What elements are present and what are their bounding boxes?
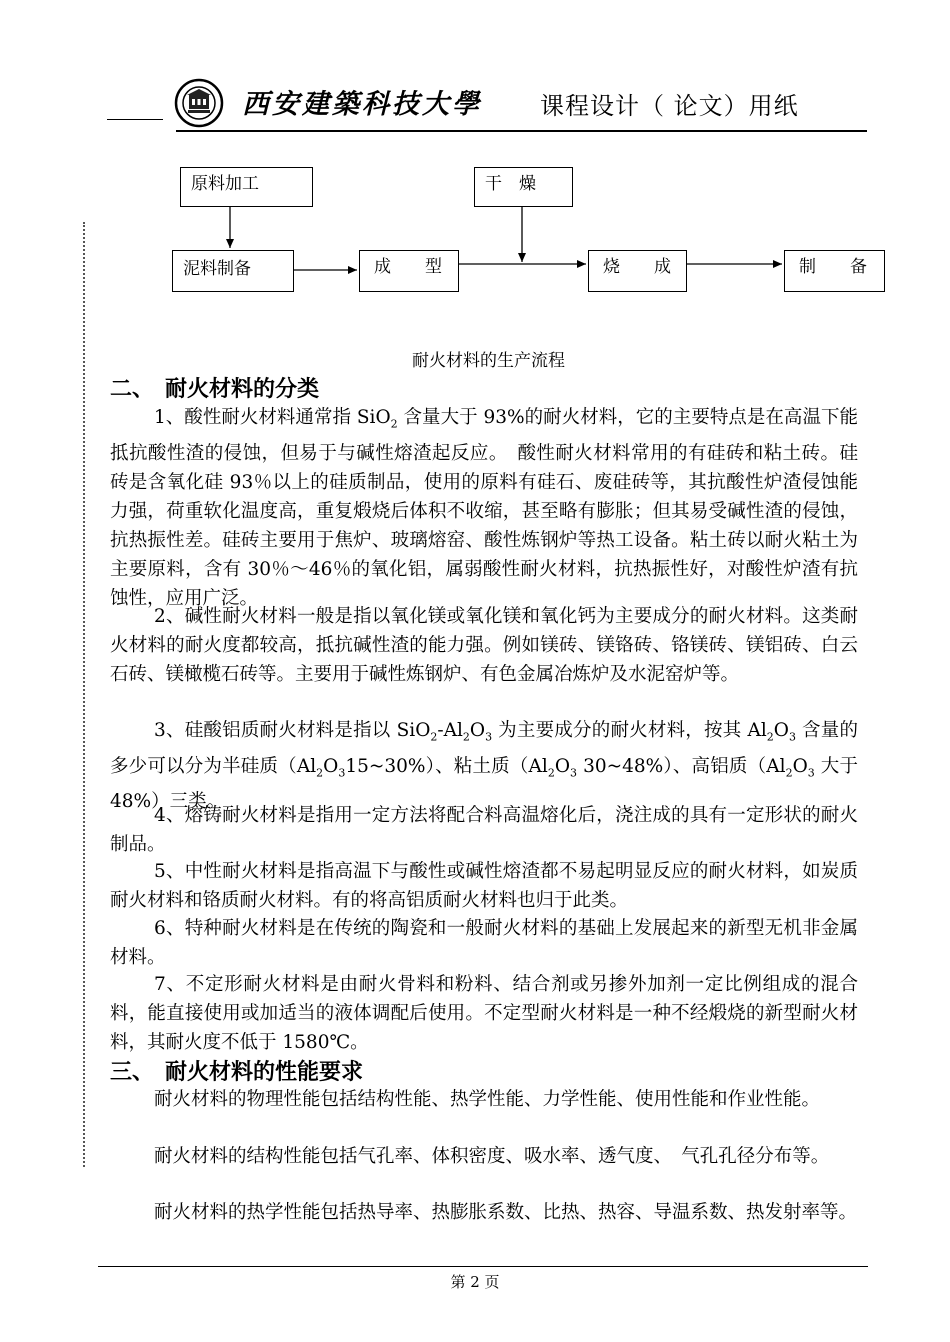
flow-box-forming: 成 型 — [359, 250, 459, 292]
flow-box-drying: 干 燥 — [474, 167, 573, 207]
paragraph-acidic: 1、酸性耐火材料通常指 SiO$_2$ 含量大于 93%的耐火材料，它的主要特点是在高温下能抵抗酸性渣的侵蚀，但易于与碱性熔渣起反应。 酸性耐火材料常用的有硅砖和粘土砖。硅砖是含氧化硅 93％以上的硅质制品，使用的原料有硅石、废硅砖等，其抗酸性炉渣侵蚀能力强，荷重软化温度高，重复煅烧后体积不收缩，甚至略有膨胀；但其易受碱性渣的侵蚀，抗热振性差。硅砖主要用于焦炉、玻璃熔窑、酸性炼钢炉等热工设备。粘土砖以耐火粘土为主要原料，含有 30％～46％的氧化铝，属弱酸性耐火材料，抗热振性好，对酸性炉渣有抗蚀性，应用广泛。 — [110, 407, 858, 609]
page-number: 第 2 页 — [450, 1273, 500, 1291]
paragraph-structural-properties: 耐火材料的结构性能包括气孔率、体积密度、吸水率、透气度、 气孔孔径分布等。 — [154, 1146, 830, 1167]
university-name: 西安建築科技大學 — [242, 89, 482, 120]
flow-box-raw-processing: 原料加工 — [180, 167, 313, 207]
flowchart-caption: 耐火材料的生产流程 — [412, 351, 565, 371]
flow-box-mud-preparation: 泥料制备 — [172, 250, 294, 292]
section-heading-classification: 二、 耐火材料的分类 — [110, 377, 320, 402]
paper-type-title: 课程设计（ 论文）用纸 — [540, 92, 799, 120]
paragraph-basic: 2、碱性耐火材料一般是指以氧化镁或氧化镁和氧化钙为主要成分的耐火材料。这类耐火材料的耐火度都较高，抵抗碱性渣的能力强。例如镁砖、镁铬砖、铬镁砖、镁铝砖、白云石砖、镁橄榄石砖等。主要用于碱性炼钢炉、有色金属冶炼炉及水泥窑炉等。 — [110, 606, 858, 685]
paragraph-fused-cast: 4、熔铸耐火材料是指用一定方法将配合料高温熔化后，浇注成的具有一定形状的耐火制品。 — [110, 805, 858, 855]
flow-box-firing: 烧 成 — [588, 250, 687, 292]
paragraph-neutral: 5、中性耐火材料是指高温下与酸性或碱性熔渣都不易起明显反应的耐火材料，如炭质耐火材料和铬质耐火材料。有的将高铝质耐火材料也归于此类。 — [110, 861, 858, 911]
paragraph-thermal-properties: 耐火材料的热学性能包括热导率、热膨胀系数、比热、热容、导温系数、热发射率等。 — [154, 1202, 858, 1223]
paragraph-special: 6、特种耐火材料是在传统的陶瓷和一般耐火材料的基础上发展起来的新型无机非金属材料。 — [110, 918, 858, 968]
flow-box-product: 制 备 — [784, 250, 885, 292]
paragraph-aluminosilicate: 3、硅酸铝质耐火材料是指以 $SiO_2-Al_2O_3$ 为主要成分的耐火材料，按其 $Al_2O_3$ 含量的多少可以分为半硅质$(Al_2O_315\sim 30\%)$、粘土质（$Al_2O_3$ 30~48%）、高铝质（$Al_2O_3$ 大于 48%）三类。 — [110, 720, 858, 813]
footer-rule — [98, 1266, 868, 1267]
binding-dotted-line — [83, 222, 85, 1167]
paragraph-physical-properties: 耐火材料的物理性能包括结构性能、热学性能、力学性能、使用性能和作业性能。 — [154, 1089, 821, 1110]
paragraph-unshaped: 7、不定形耐火材料是由耐火骨料和粉料、结合剂或另掺外加剂一定比例组成的混合料，能直接使用或加适当的液体调配后使用。不定型耐火材料是一种不经煅烧的新型耐火材料，其耐火度不低于 1580℃。 — [110, 974, 858, 1053]
section-heading-performance: 三、 耐火材料的性能要求 — [110, 1060, 364, 1085]
